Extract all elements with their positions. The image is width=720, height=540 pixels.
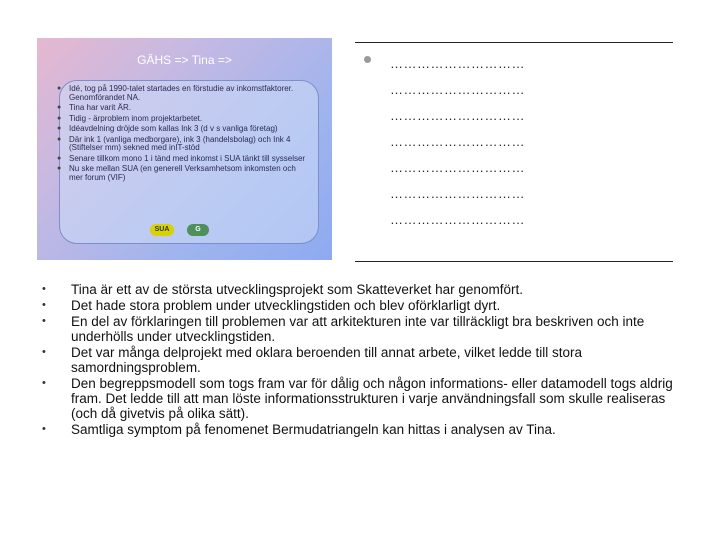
notes-dot-line: ………………………… xyxy=(390,56,525,71)
slide-thumbnail-bullets xyxy=(57,85,307,184)
main-bullet: • Tina är ett av de största utvecklingsprojekt som Skatteverket har genomfört. xyxy=(42,282,682,297)
thumbnail-bullet: ● Idéavdelning dröjde som kallas Ink 3 (d v s vanliga företag) xyxy=(57,125,307,134)
notes-bullet-icon xyxy=(364,56,371,63)
main-bullet: • En del av förklaringen till problemen var att arkitekturen inte var tillräckligt bra beskriven och inte underhölls under utvecklingstiden. xyxy=(42,314,682,344)
notes-dot-line: ………………………… xyxy=(390,186,525,201)
thumbnail-bullet: ● Tidig - ärproblem inom projektarbetet. xyxy=(57,115,307,124)
main-bullet-list xyxy=(42,282,682,438)
thumbnail-bullet: ● Idé, tog på 1990-talet startades en förstudie av inkomstfaktorer. Genomförandet NA. xyxy=(57,85,307,102)
thumbnail-bullet: ● Tina har varit ÄR. xyxy=(57,104,307,113)
main-bullet: • Samtliga symptom på fenomenet Bermudatriangeln kan hittas i analysen av Tina. xyxy=(42,422,682,437)
notes-dot-line: ………………………… xyxy=(390,108,525,123)
thumbnail-bullet: ● Nu ske mellan SUA (en generell Verksamhetsom inkomsten och mer forum (VIF) xyxy=(57,165,307,182)
thumbnail-bullet: ● Där ink 1 (vanliga medborgare), ink 3 (handelsbolag) och Ink 4 (Stiftelser mm) sekned med inIT-stöd xyxy=(57,136,307,153)
notes-area xyxy=(355,42,673,262)
notes-dot-line: ………………………… xyxy=(390,82,525,97)
notes-dot-line: ………………………… xyxy=(390,160,525,175)
slide-thumbnail xyxy=(37,38,332,260)
slide-thumbnail-title: GÄHS => Tina => xyxy=(137,53,232,67)
sua-badge: SUA xyxy=(150,224,174,236)
main-bullet: • Det var många delprojekt med oklara beroenden till annat arbete, vilket ledde till stora samordningsproblem. xyxy=(42,345,682,375)
g-badge: G xyxy=(187,224,209,236)
thumbnail-bullet: ● Senare tillkom mono 1 i tänd med inkomst i SUA tänkt till sysselser xyxy=(57,155,307,164)
notes-dot-line: ………………………… xyxy=(390,134,525,149)
notes-dot-line: ………………………… xyxy=(390,212,525,227)
main-bullet: • Den begreppsmodell som togs fram var för dålig och någon informations- eller datamodell togs aldrig fram. Det ledde till att man löste informationsstrukturen i varje användningsfall som skulle realiseras (och då givetvis på olika sätt). xyxy=(42,376,682,421)
main-bullet: • Det hade stora problem under utvecklingstiden och blev oförklarligt dyrt. xyxy=(42,298,682,313)
